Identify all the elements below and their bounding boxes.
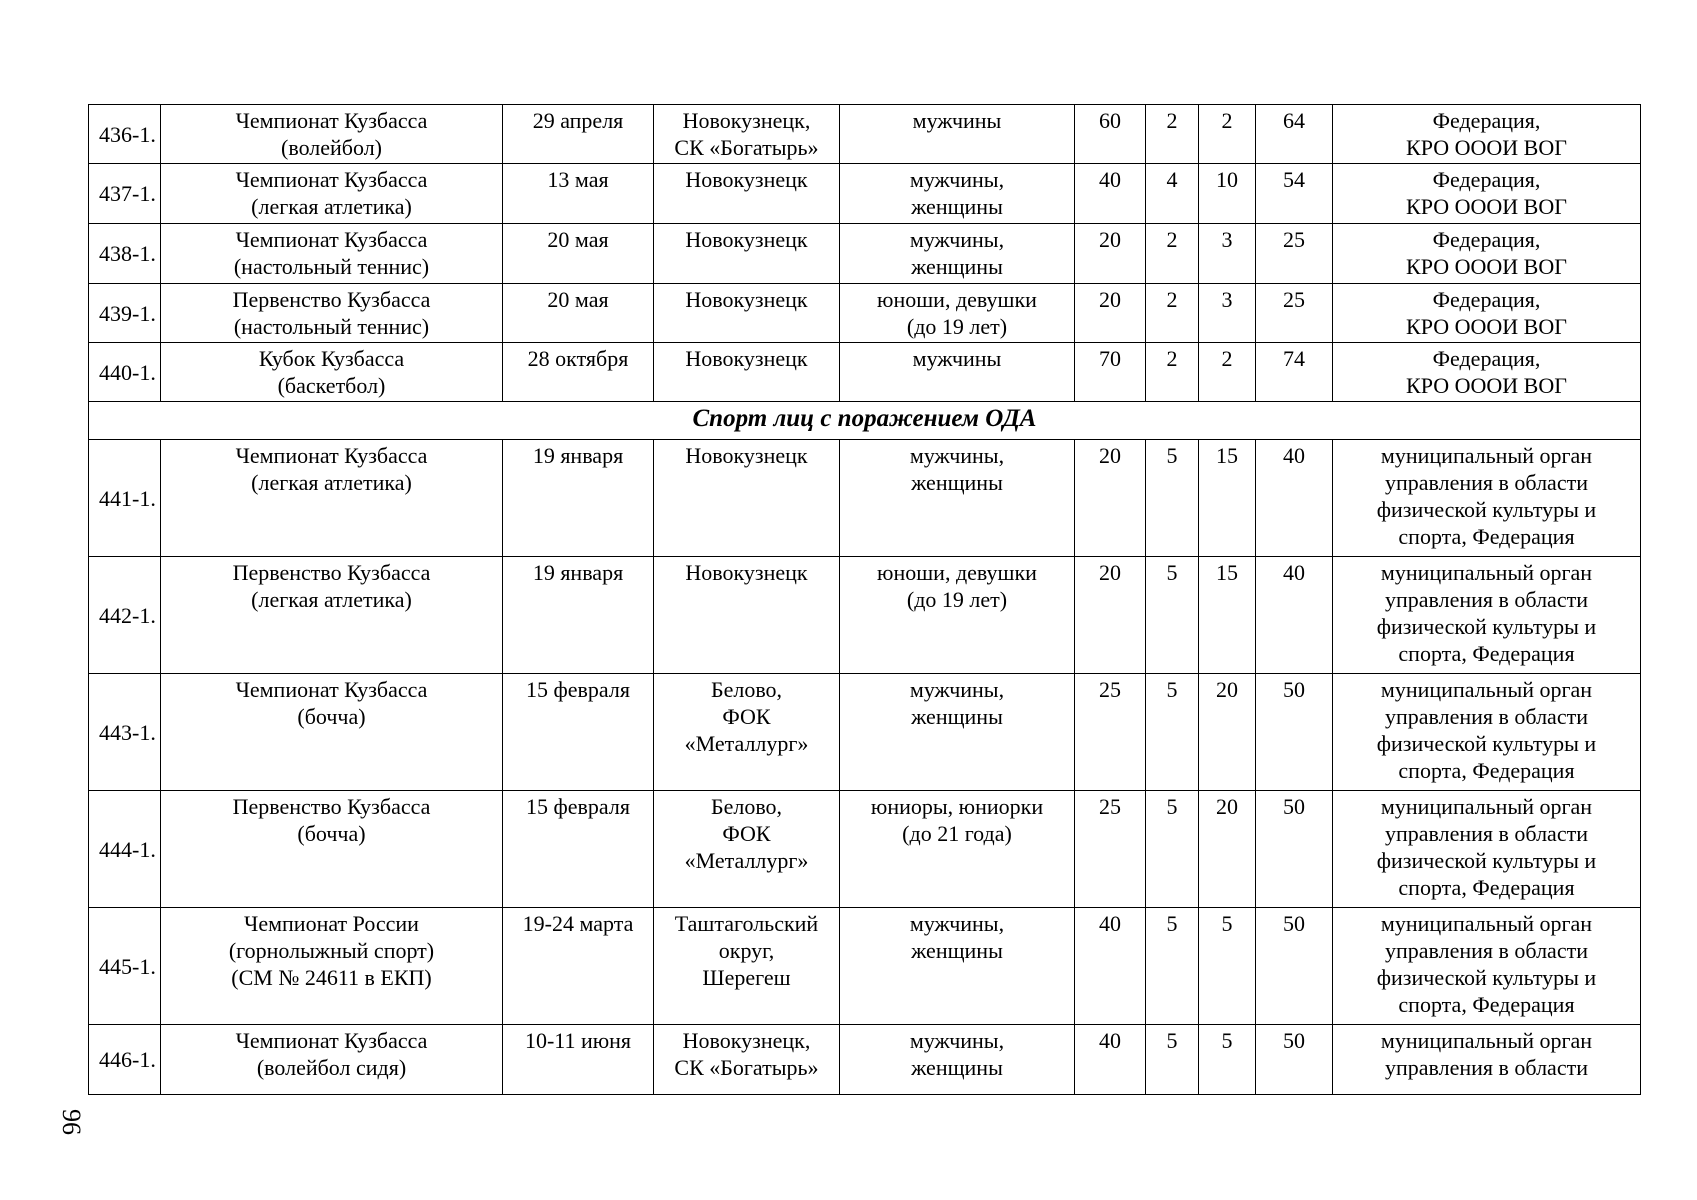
table-row <box>89 791 1641 908</box>
event-name-cell <box>161 343 503 402</box>
count-total-cell: 50 <box>1256 1025 1333 1095</box>
cell-line: женщины <box>911 1055 1003 1080</box>
event-date-cell: 29 апреля <box>503 105 654 164</box>
table-row <box>89 557 1641 674</box>
cell-line: «Металлург» <box>684 848 809 873</box>
organizer-cell <box>1333 105 1641 164</box>
cell-line: КРО ОООИ ВОГ <box>1406 373 1567 398</box>
cell-line: Шерегеш <box>702 965 791 990</box>
count-cell-1: 20 <box>1075 224 1146 284</box>
participants-cell <box>840 1025 1075 1095</box>
count-cell-1: 70 <box>1075 343 1146 402</box>
cell-line: управления в области <box>1385 704 1588 729</box>
event-date-cell: 20 мая <box>503 284 654 343</box>
cell-line: мужчины, <box>909 1028 1005 1053</box>
event-name-cell <box>161 224 503 284</box>
event-name-cell <box>161 1025 503 1095</box>
count-cell-2: 5 <box>1146 557 1199 674</box>
cell-line: (легкая атлетика) <box>251 470 412 495</box>
event-date-cell: 19 января <box>503 440 654 557</box>
event-number-cell: 444-1. <box>89 791 161 908</box>
cell-line: ФОК <box>722 821 771 846</box>
event-name-cell <box>161 440 503 557</box>
organizer-cell <box>1333 557 1641 674</box>
participants-cell <box>840 284 1075 343</box>
count-cell-1: 40 <box>1075 908 1146 1025</box>
count-cell-1: 60 <box>1075 105 1146 164</box>
cell-line: женщины <box>911 254 1003 279</box>
section-header-row <box>89 402 1641 440</box>
event-venue-cell <box>654 105 840 164</box>
cell-line: Чемпионат Кузбасса <box>235 167 428 192</box>
count-total-cell: 64 <box>1256 105 1333 164</box>
organizer-cell <box>1333 791 1641 908</box>
cell-line: Белово, <box>710 677 783 702</box>
organizer-cell <box>1333 284 1641 343</box>
event-number-cell: 440-1. <box>89 343 161 402</box>
event-date-cell: 28 октября <box>503 343 654 402</box>
participants-cell <box>840 164 1075 224</box>
cell-line: (до 19 лет) <box>906 587 1008 612</box>
event-number-cell: 445-1. <box>89 908 161 1025</box>
count-cell-1: 25 <box>1075 674 1146 791</box>
organizer-cell <box>1333 224 1641 284</box>
cell-line: Новокузнецк, <box>682 108 811 133</box>
cell-line: мужчины, <box>909 227 1005 252</box>
schedule-table-body <box>89 105 1641 1095</box>
event-number-cell: 439-1. <box>89 284 161 343</box>
event-date-cell: 13 мая <box>503 164 654 224</box>
cell-line: СК «Богатырь» <box>674 1055 819 1080</box>
organizer-cell <box>1333 674 1641 791</box>
cell-line: Новокузнецк <box>685 227 808 252</box>
organizer-cell <box>1333 908 1641 1025</box>
cell-line: спорта, Федерация <box>1398 992 1575 1017</box>
event-date-cell: 20 мая <box>503 224 654 284</box>
event-name-cell <box>161 284 503 343</box>
cell-line: управления в области <box>1385 587 1588 612</box>
event-name-cell <box>161 908 503 1025</box>
cell-line: Федерация, <box>1432 227 1541 252</box>
cell-line: Чемпионат России <box>244 911 419 936</box>
event-venue-cell <box>654 224 840 284</box>
count-total-cell: 54 <box>1256 164 1333 224</box>
cell-line: управления в области <box>1385 821 1588 846</box>
count-cell-2: 2 <box>1146 284 1199 343</box>
count-cell-3: 15 <box>1199 440 1256 557</box>
cell-line: юноши, девушки <box>877 287 1037 312</box>
cell-line: Чемпионат Кузбасса <box>235 108 428 133</box>
participants-cell <box>840 908 1075 1025</box>
cell-line: физической культуры и <box>1376 614 1597 639</box>
cell-line: управления в области <box>1385 1055 1588 1080</box>
cell-line: Федерация, <box>1432 108 1541 133</box>
count-cell-3: 10 <box>1199 164 1256 224</box>
cell-line: мужчины, <box>909 443 1005 468</box>
count-cell-2: 5 <box>1146 1025 1199 1095</box>
cell-line: мужчины, <box>909 167 1005 192</box>
event-number-cell: 436-1. <box>89 105 161 164</box>
event-venue-cell <box>654 1025 840 1095</box>
cell-line: женщины <box>911 704 1003 729</box>
cell-line: муниципальный орган <box>1380 560 1593 585</box>
cell-line: спорта, Федерация <box>1398 758 1575 783</box>
count-total-cell: 25 <box>1256 284 1333 343</box>
cell-line: спорта, Федерация <box>1398 641 1575 666</box>
participants-cell <box>840 791 1075 908</box>
cell-line: (волейбол) <box>281 135 382 160</box>
count-cell-1: 40 <box>1075 1025 1146 1095</box>
table-row <box>89 908 1641 1025</box>
cell-line: КРО ОООИ ВОГ <box>1406 194 1567 219</box>
cell-line: мужчины <box>912 346 1002 371</box>
cell-line: спорта, Федерация <box>1398 524 1575 549</box>
cell-line: мужчины, <box>909 677 1005 702</box>
count-cell-3: 3 <box>1199 224 1256 284</box>
cell-line: Новокузнецк <box>685 167 808 192</box>
cell-line: Новокузнецк <box>685 287 808 312</box>
event-number-cell: 438-1. <box>89 224 161 284</box>
count-cell-2: 2 <box>1146 105 1199 164</box>
event-number-cell: 442-1. <box>89 557 161 674</box>
cell-line: женщины <box>911 194 1003 219</box>
count-total-cell: 40 <box>1256 557 1333 674</box>
cell-line: КРО ОООИ ВОГ <box>1406 314 1567 339</box>
cell-line: (легкая атлетика) <box>251 194 412 219</box>
event-date-cell: 19-24 марта <box>503 908 654 1025</box>
event-number-cell: 437-1. <box>89 164 161 224</box>
event-venue-cell <box>654 440 840 557</box>
cell-line: Белово, <box>710 794 783 819</box>
cell-line: муниципальный орган <box>1380 794 1593 819</box>
cell-line: Чемпионат Кузбасса <box>235 227 428 252</box>
event-number-cell: 446-1. <box>89 1025 161 1095</box>
schedule-table <box>88 104 1641 1095</box>
count-cell-1: 20 <box>1075 557 1146 674</box>
count-cell-3: 5 <box>1199 1025 1256 1095</box>
count-cell-3: 5 <box>1199 908 1256 1025</box>
organizer-cell <box>1333 1025 1641 1095</box>
cell-line: (СМ № 24611 в ЕКП) <box>231 965 432 990</box>
event-name-cell <box>161 164 503 224</box>
cell-line: КРО ОООИ ВОГ <box>1406 135 1567 160</box>
event-date-cell: 10-11 июня <box>503 1025 654 1095</box>
cell-line: Первенство Кузбасса <box>232 794 431 819</box>
event-venue-cell <box>654 164 840 224</box>
count-cell-3: 20 <box>1199 674 1256 791</box>
participants-cell <box>840 105 1075 164</box>
count-cell-3: 15 <box>1199 557 1256 674</box>
cell-line: (бочча) <box>297 821 366 846</box>
event-venue-cell <box>654 343 840 402</box>
event-name-cell <box>161 105 503 164</box>
count-cell-1: 20 <box>1075 284 1146 343</box>
cell-line: Первенство Кузбасса <box>232 287 431 312</box>
cell-line: (настольный теннис) <box>233 254 430 279</box>
cell-line: физической культуры и <box>1376 848 1597 873</box>
cell-line: (настольный теннис) <box>233 314 430 339</box>
event-name-cell <box>161 674 503 791</box>
cell-line: физической культуры и <box>1376 965 1597 990</box>
cell-line: муниципальный орган <box>1380 1028 1593 1053</box>
count-cell-3: 2 <box>1199 105 1256 164</box>
count-cell-2: 4 <box>1146 164 1199 224</box>
event-venue-cell <box>654 908 840 1025</box>
event-name-cell <box>161 791 503 908</box>
table-row <box>89 440 1641 557</box>
cell-line: округ, <box>718 938 775 963</box>
cell-line: управления в области <box>1385 938 1588 963</box>
count-cell-2: 5 <box>1146 440 1199 557</box>
organizer-cell <box>1333 343 1641 402</box>
cell-line: (до 19 лет) <box>906 314 1008 339</box>
count-total-cell: 50 <box>1256 908 1333 1025</box>
cell-line: ФОК <box>722 704 771 729</box>
page-number: 96 <box>57 1109 86 1135</box>
event-venue-cell <box>654 557 840 674</box>
table-row <box>89 674 1641 791</box>
count-total-cell: 25 <box>1256 224 1333 284</box>
cell-line: (легкая атлетика) <box>251 587 412 612</box>
count-total-cell: 40 <box>1256 440 1333 557</box>
cell-line: физической культуры и <box>1376 497 1597 522</box>
cell-line: Новокузнецк <box>685 346 808 371</box>
participants-cell <box>840 440 1075 557</box>
cell-line: Федерация, <box>1432 167 1541 192</box>
cell-line: (бочча) <box>297 704 366 729</box>
cell-line: мужчины <box>912 108 1002 133</box>
table-row <box>89 284 1641 343</box>
section-title: Спорт лиц с поражением ОДА <box>89 402 1641 440</box>
cell-line: (волейбол сидя) <box>256 1055 407 1080</box>
cell-line: СК «Богатырь» <box>674 135 819 160</box>
organizer-cell <box>1333 440 1641 557</box>
cell-line: Первенство Кузбасса <box>232 560 431 585</box>
cell-line: «Металлург» <box>684 731 809 756</box>
participants-cell <box>840 224 1075 284</box>
participants-cell <box>840 557 1075 674</box>
count-cell-2: 5 <box>1146 674 1199 791</box>
cell-line: Новокузнецк, <box>682 1028 811 1053</box>
table-row <box>89 164 1641 224</box>
participants-cell <box>840 674 1075 791</box>
cell-line: юниоры, юниорки <box>870 794 1044 819</box>
cell-line: Кубок Кузбасса <box>258 346 405 371</box>
cell-line: Таштагольский <box>674 911 819 936</box>
cell-line: муниципальный орган <box>1380 443 1593 468</box>
table-row <box>89 343 1641 402</box>
count-cell-2: 5 <box>1146 908 1199 1025</box>
cell-line: женщины <box>911 938 1003 963</box>
table-row <box>89 105 1641 164</box>
cell-line: физической культуры и <box>1376 731 1597 756</box>
event-venue-cell <box>654 791 840 908</box>
cell-line: муниципальный орган <box>1380 677 1593 702</box>
cell-line: Федерация, <box>1432 287 1541 312</box>
table-row <box>89 1025 1641 1095</box>
count-cell-3: 3 <box>1199 284 1256 343</box>
cell-line: юноши, девушки <box>877 560 1037 585</box>
cell-line: Новокузнецк <box>685 443 808 468</box>
event-date-cell: 15 февраля <box>503 791 654 908</box>
participants-cell <box>840 343 1075 402</box>
count-cell-3: 20 <box>1199 791 1256 908</box>
event-number-cell: 443-1. <box>89 674 161 791</box>
event-name-cell <box>161 557 503 674</box>
table-row <box>89 224 1641 284</box>
cell-line: Федерация, <box>1432 346 1541 371</box>
event-number-cell: 441-1. <box>89 440 161 557</box>
event-venue-cell <box>654 674 840 791</box>
cell-line: (горнолыжный спорт) <box>228 938 435 963</box>
count-cell-3: 2 <box>1199 343 1256 402</box>
count-total-cell: 50 <box>1256 791 1333 908</box>
event-venue-cell <box>654 284 840 343</box>
cell-line: Чемпионат Кузбасса <box>235 1028 428 1053</box>
count-cell-1: 40 <box>1075 164 1146 224</box>
cell-line: (до 21 года) <box>902 821 1012 846</box>
count-cell-1: 20 <box>1075 440 1146 557</box>
organizer-cell <box>1333 164 1641 224</box>
count-cell-2: 2 <box>1146 224 1199 284</box>
cell-line: управления в области <box>1385 470 1588 495</box>
cell-line: КРО ОООИ ВОГ <box>1406 254 1567 279</box>
count-cell-2: 5 <box>1146 791 1199 908</box>
cell-line: Чемпионат Кузбасса <box>235 443 428 468</box>
cell-line: муниципальный орган <box>1380 911 1593 936</box>
cell-line: Чемпионат Кузбасса <box>235 677 428 702</box>
event-date-cell: 15 февраля <box>503 674 654 791</box>
event-date-cell: 19 января <box>503 557 654 674</box>
cell-line: спорта, Федерация <box>1398 875 1575 900</box>
count-cell-1: 25 <box>1075 791 1146 908</box>
cell-line: женщины <box>911 470 1003 495</box>
cell-line: (баскетбол) <box>277 373 386 398</box>
count-total-cell: 50 <box>1256 674 1333 791</box>
count-total-cell: 74 <box>1256 343 1333 402</box>
count-cell-2: 2 <box>1146 343 1199 402</box>
cell-line: мужчины, <box>909 911 1005 936</box>
cell-line: Новокузнецк <box>685 560 808 585</box>
